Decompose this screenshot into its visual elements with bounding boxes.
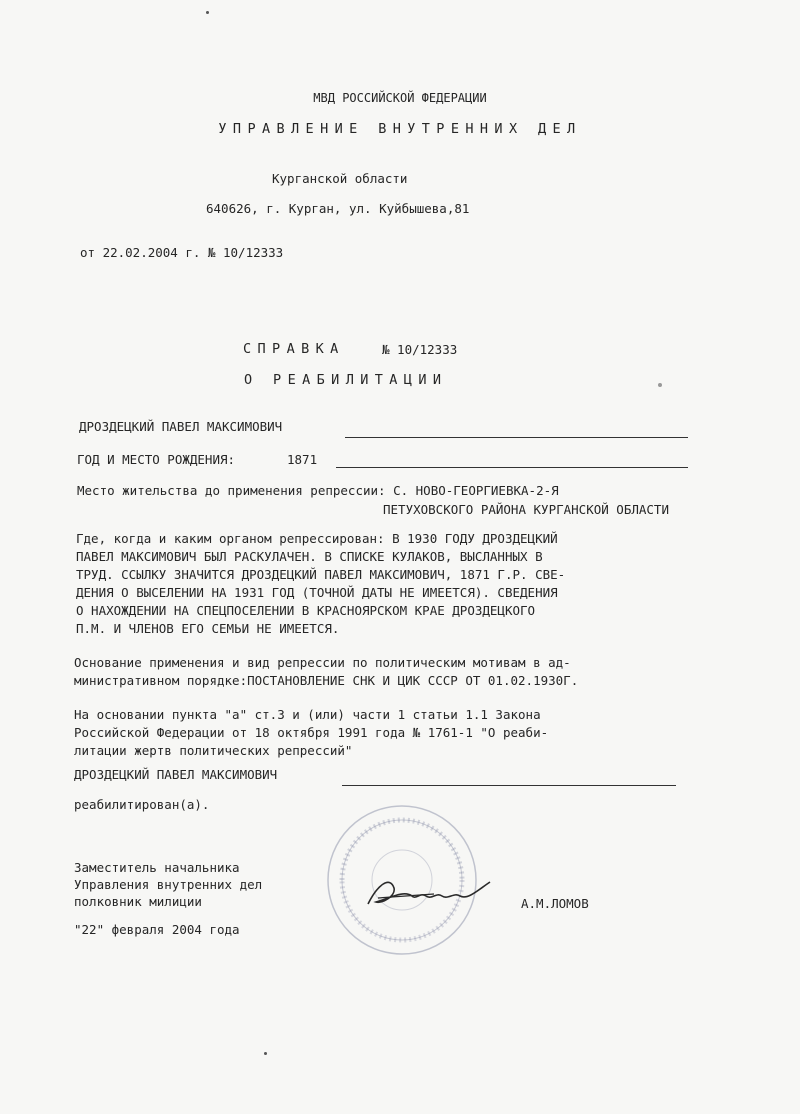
basis-line-1: Основание применения и вид репрессии по политическим мотивам в ад- — [74, 655, 571, 670]
person-name: ДРОЗДЕЦКИЙ ПАВЕЛ МАКСИМОВИЧ — [79, 419, 283, 434]
signatory-title-2: Управления внутренних дел — [74, 877, 263, 892]
document-title: СПРАВКА — [243, 341, 345, 357]
birth-underline — [336, 467, 688, 468]
signatory-title-3: полковник милиции — [74, 894, 202, 909]
signatory-title-1: Заместитель начальника — [74, 860, 240, 875]
law-line-1: На основании пункта "а" ст.3 и (или) части 1 статьи 1.1 Закона — [74, 707, 541, 722]
birth-label: ГОД И МЕСТО РОЖДЕНИЯ: — [77, 452, 236, 467]
document-number: № 10/12333 — [382, 342, 458, 357]
repression-line: О НАХОЖДЕНИИ НА СПЕЦПОСЕЛЕНИИ В КРАСНОЯРСКОМ КРАЕ ДРОЗДЕЦКОГО — [76, 603, 536, 618]
residence-line-1: Место жительства до применения репрессии: С. НОВО-ГЕОРГИЕВКА-2-Я — [77, 483, 559, 498]
department-header: УПРАВЛЕНИЕ ВНУТРЕННИХ ДЕЛ — [218, 121, 582, 137]
rehab-underline — [342, 785, 676, 786]
signature-date: "22" февраля 2004 года — [74, 922, 240, 937]
residence-line-2: ПЕТУХОВСКОГО РАЙОНА КУРГАНСКОЙ ОБЛАСТИ — [383, 502, 669, 517]
region-line: Курганской области — [272, 171, 408, 186]
rehab-status: реабилитирован(а). — [74, 797, 210, 812]
date-number-line: от 22.02.2004 г. № 10/12333 — [80, 245, 284, 260]
document-subtitle: О РЕАБИЛИТАЦИИ — [244, 372, 448, 388]
repression-line: П.М. И ЧЛЕНОВ ЕГО СЕМЬИ НЕ ИМЕЕТСЯ. — [76, 621, 340, 636]
law-line-2: Российской Федерации от 18 октября 1991 года № 1761-1 "О реаби- — [74, 725, 549, 740]
signatory-name: А.М.ЛОМОВ — [521, 896, 589, 911]
name-underline — [345, 437, 688, 438]
scan-speck — [264, 1052, 267, 1055]
repression-line: ДЕНИЯ О ВЫСЕЛЕНИИ НА 1931 ГОД (ТОЧНОЙ ДАТЫ НЕ ИМЕЕТСЯ). СВЕДЕНИЯ — [76, 585, 558, 600]
birth-value: 1871 — [287, 452, 318, 467]
scan-speck — [658, 383, 662, 387]
law-line-3: литации жертв политических репрессий" — [74, 743, 353, 758]
scan-speck — [206, 11, 209, 14]
address-line: 640626, г. Курган, ул. Куйбышева,81 — [206, 201, 470, 216]
repression-line: ПАВЕЛ МАКСИМОВИЧ БЫЛ РАСКУЛАЧЕН. В СПИСКЕ КУЛАКОВ, ВЫСЛАННЫХ В — [76, 549, 543, 564]
rehab-name: ДРОЗДЕЦКИЙ ПАВЕЛ МАКСИМОВИЧ — [74, 767, 278, 782]
handwritten-signature — [360, 868, 510, 918]
repression-line: ТРУД. ССЫЛКУ ЗНАЧИТСЯ ДРОЗДЕЦКИЙ ПАВЕЛ МАКСИМОВИЧ, 1871 Г.Р. СВЕ- — [76, 567, 566, 582]
ministry-header: МВД РОССИЙСКОЙ ФЕДЕРАЦИИ — [313, 91, 487, 105]
repression-line: Где, когда и каким органом репрессирован: В 1930 ГОДУ ДРОЗДЕЦКИЙ — [76, 531, 558, 546]
basis-line-2: министративном порядке:ПОСТАНОВЛЕНИЕ СНК И ЦИК СССР ОТ 01.02.1930Г. — [74, 673, 579, 688]
